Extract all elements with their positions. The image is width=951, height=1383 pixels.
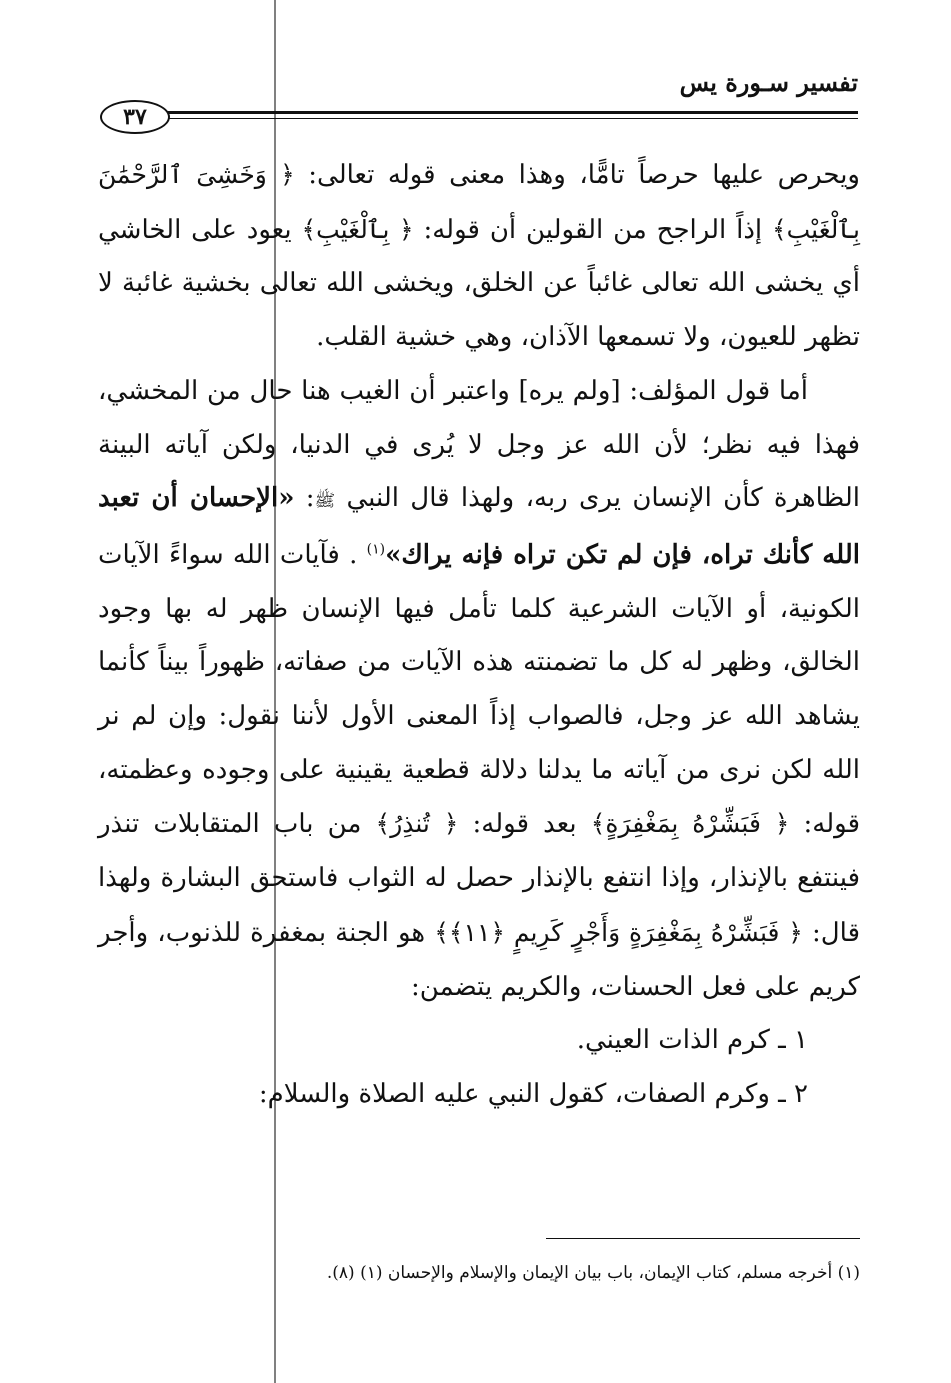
text-segment: يعود على الخاشي أي يخشى الله تعالى غائباً عن الخلق، ويخشى الله تعالى بخشية غائبة لا تظهر للعيون، ولا تسمعها الآذان، وهي خشية القلب.	[98, 214, 860, 353]
quran-verse: ﴿ فَبَشِّرْهُ بِمَغْفِرَةٍ وَأَجْرٍ كَرِيمٍ ﴿١١﴾﴾	[434, 917, 803, 947]
page-header	[98, 68, 858, 138]
header-rule-thin	[160, 118, 858, 119]
text-segment: :	[294, 483, 315, 514]
main-text	[98, 148, 860, 1122]
text-segment: . فآيات الله سواءً الآيات الكونية، أو الآيات الشرعية كلما تأمل فيها الإنسان ظهر له بها وجود الخالق، وظهر له كل ما تضمنته هذه الآيات من صفاته، ظهوراً بيناً كأنما يشاهد الله عز وجل، فالصواب إذاً المعنى الأول لأننا نقول: وإن لم نر الله لكن نرى من آياته ما يدلنا دلالة قطعية يقينية على وجوده وعظمته، قوله:	[98, 539, 861, 840]
honorific-symbol: ﷺ	[314, 491, 336, 512]
footnote: (١) أخرجه مسلم، كتاب الإيمان، باب بيان الإيمان والإسلام والإحسان (١) (٨).	[326, 1263, 860, 1283]
list-item: ١ ـ كرم الذات العيني.	[576, 1025, 808, 1056]
text-segment: أما قول المؤلف: [ولم يره] واعتبر أن الغيب هنا حال من المخشي، فهذا فيه نظر؛ لأن الله عز وجل لا يُرى في الدنيا، ولكن آياته البينة الظاهرة كأن الإنسان يرى ربه، ولهذا قال النبي	[98, 375, 860, 514]
text-segment: إذاً الراجح من القولين أن قوله:	[413, 214, 772, 245]
quran-verse: ﴿ بِٱلْغَيْبِ﴾	[301, 214, 414, 244]
quran-verse: ﴿ تُنذِرُ﴾	[375, 809, 459, 839]
paragraph-1	[98, 148, 860, 365]
footnote-separator	[546, 1238, 860, 1239]
hadith-quote: «الإحسان أن تعبد الله كأنك تراه، فإن لم تكن تراه فإنه يراك»	[98, 483, 860, 570]
page-number: ٣٧	[100, 100, 170, 134]
text-segment: هو الجنة بمغفرة للذنوب، وأجر كريم على فعل الحسنات، والكريم يتضمن:	[98, 917, 860, 1002]
text-segment: من باب المتقابلات تنذر فينتفع بالإنذار، وإذا انتفع بالإنذار حصل له الثواب فاستحق البشارة ولهذا قال:	[98, 809, 860, 948]
paragraph-2	[98, 365, 860, 1014]
text-segment: ويحرص عليها حرصاً تامًّا، وهذا معنى قوله تعالى:	[294, 160, 860, 190]
list-item: ٢ ـ وكرم الصفات، كقول النبي عليه الصلاة والسلام:	[258, 1078, 808, 1109]
footnote-reference: (١)	[366, 541, 386, 558]
running-title: تفسير سـورة يس	[679, 68, 858, 97]
text-segment: بعد قوله:	[458, 809, 591, 840]
quran-verse: ﴿ وَخَشِىَ ٱلرَّحْمَٰنَ بِٱلْغَيْبِ﴾	[98, 160, 860, 244]
header-rule-thick	[160, 111, 858, 114]
quran-verse: ﴿ فَبَشِّرْهُ بِمَغْفِرَةٍ﴾	[590, 809, 790, 839]
